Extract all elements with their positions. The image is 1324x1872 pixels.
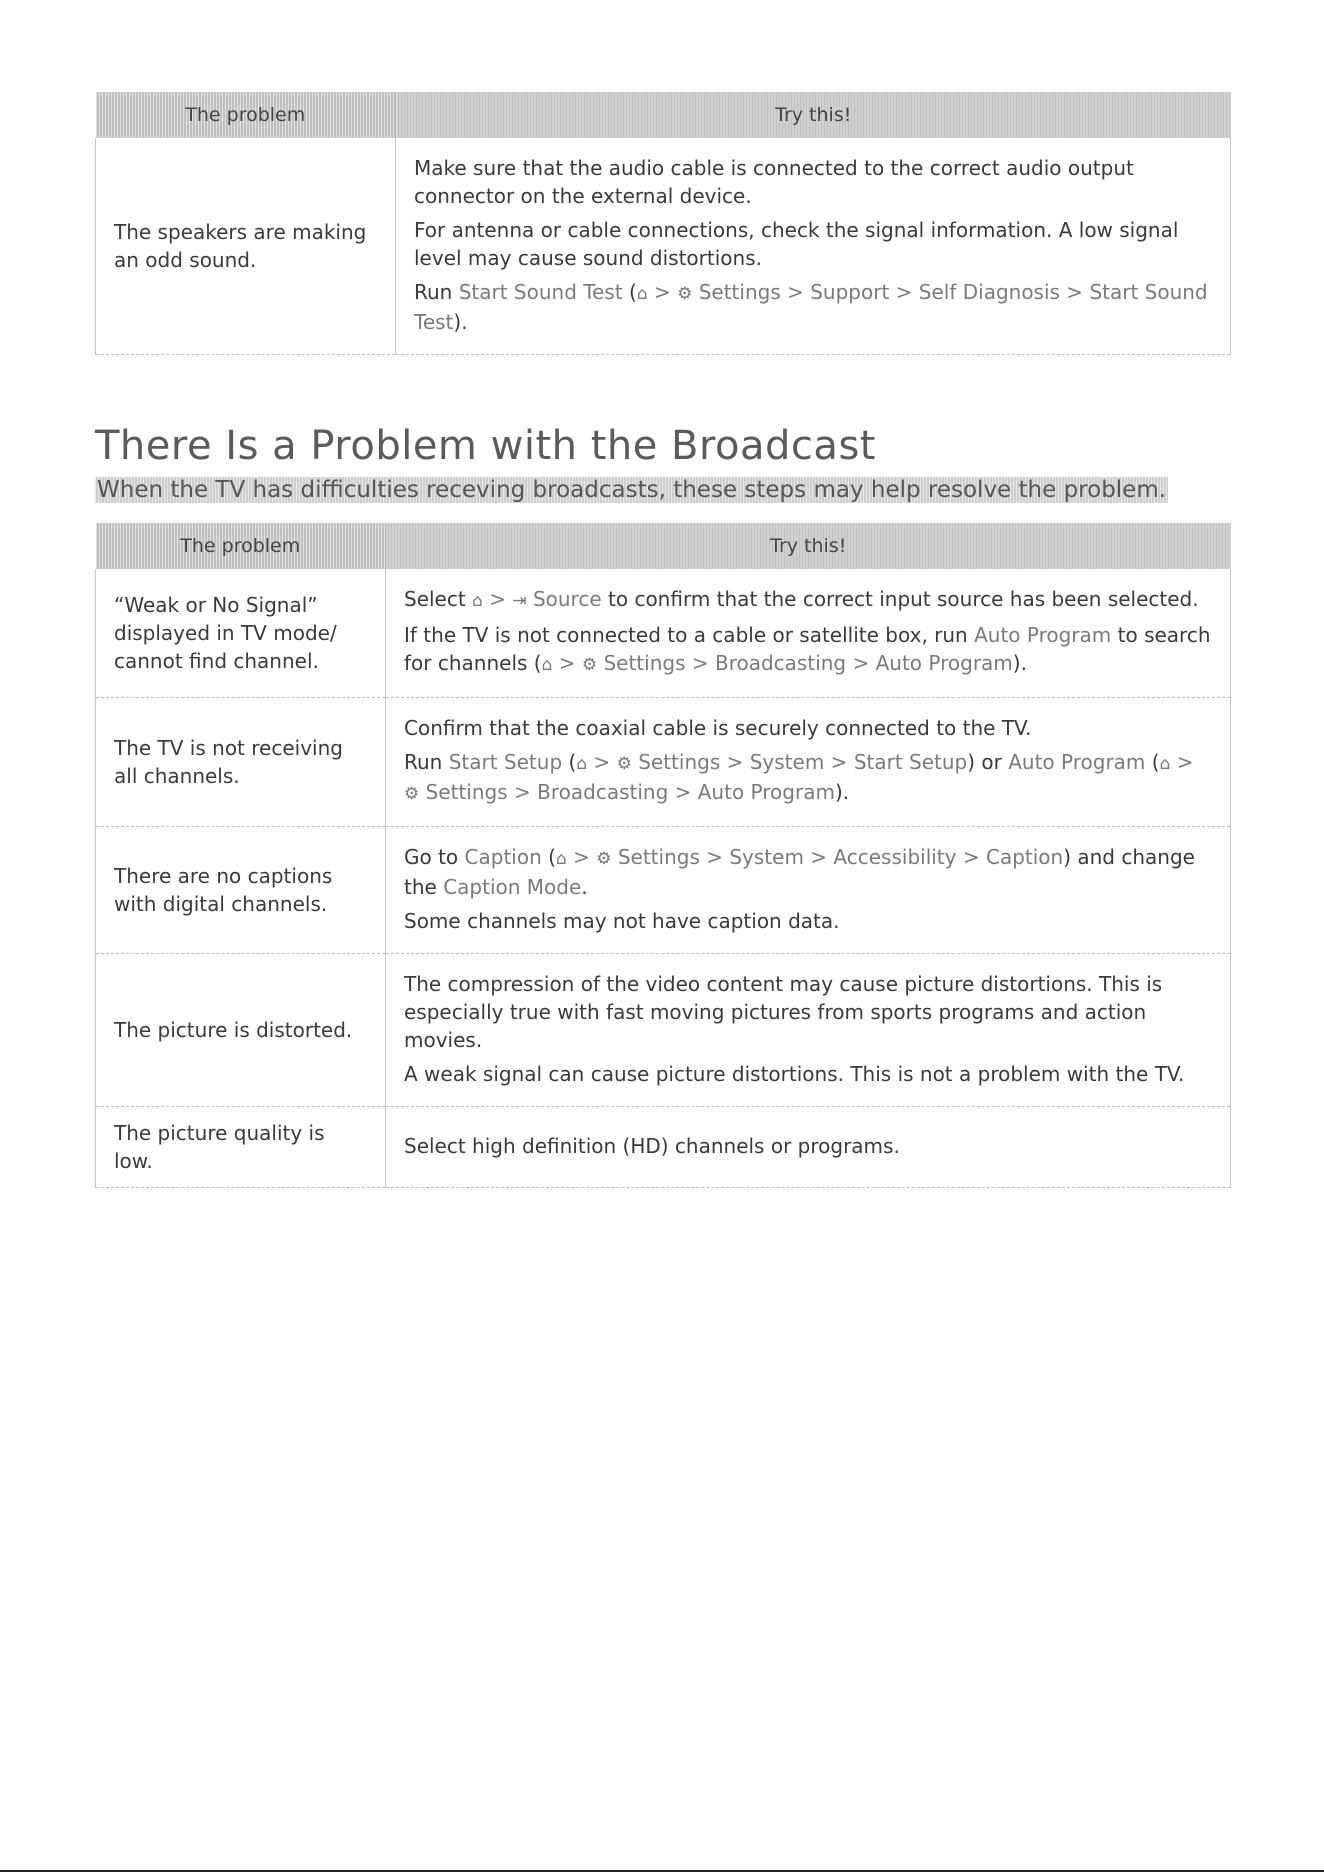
chevron-right-icon: > — [846, 651, 876, 675]
solution-text: For antenna or cable connections, check the signal information. A low signal level may cause sound distortions. — [414, 218, 1179, 270]
problem-cell: The TV is not receiving all channels. — [96, 698, 386, 827]
text: ). — [453, 310, 468, 334]
broadcast-problem-table — [95, 523, 1231, 1188]
try-cell — [386, 827, 1231, 954]
table-row — [96, 954, 1231, 1107]
home-icon: ⌂ — [472, 591, 483, 611]
gear-icon: ⚙ — [404, 784, 420, 804]
home-icon: ⌂ — [1159, 754, 1171, 774]
menu-path-item: Caption — [464, 845, 542, 869]
menu-path-item: Source — [532, 587, 602, 611]
home-icon: ⌂ — [555, 849, 567, 869]
solution-text: Some channels may not have caption data. — [404, 909, 840, 933]
text: to confirm that the correct input source has been selected. — [601, 587, 1199, 611]
problem-cell: The speakers are making an odd sound. — [96, 138, 396, 355]
gear-icon: ⚙ — [677, 284, 693, 304]
menu-path-item: Settings — [425, 780, 508, 804]
text: ( — [622, 280, 637, 304]
text: ( — [1145, 750, 1160, 774]
chevron-right-icon: > — [552, 651, 582, 675]
gear-icon: ⚙ — [581, 655, 598, 675]
menu-path-item: Caption — [985, 845, 1064, 869]
gear-icon: ⚙ — [596, 849, 612, 869]
table-row — [96, 1107, 1231, 1188]
menu-path-item: Start Sound Test — [414, 280, 1208, 334]
menu-path-item: System — [749, 750, 825, 774]
text: Run — [414, 280, 459, 304]
try-cell — [396, 138, 1231, 355]
chevron-right-icon: > — [803, 845, 834, 869]
problem-cell: The picture quality is low. — [96, 1107, 386, 1188]
menu-path-item: Start Sound Test — [458, 280, 623, 304]
text: Select — [404, 587, 473, 611]
header-try-this: Try this! — [396, 92, 1231, 138]
solution-text: Select high definition (HD) channels or programs. — [404, 1134, 900, 1158]
home-icon: ⌂ — [576, 754, 588, 774]
text: ). — [1012, 651, 1027, 675]
solution-text: Make sure that the audio cable is connected to the correct audio output connector on the external device. — [414, 156, 1134, 208]
menu-path-item: Broadcasting — [714, 651, 847, 675]
text: to search for channels ( — [404, 623, 1211, 675]
text: Run — [404, 750, 449, 774]
try-cell — [386, 1107, 1231, 1188]
chevron-right-icon: > — [889, 280, 919, 304]
menu-path-item: System — [729, 845, 804, 869]
text: ) or — [967, 750, 1009, 774]
source-icon: ⇥ — [512, 591, 527, 611]
menu-path-item: Auto Program — [1008, 750, 1146, 774]
try-cell — [386, 698, 1231, 827]
chevron-right-icon: > — [482, 587, 513, 611]
table-row — [96, 827, 1231, 954]
menu-path-item: Self Diagnosis — [918, 280, 1060, 304]
table-header-row — [96, 523, 1231, 569]
text: ( — [562, 750, 577, 774]
chevron-right-icon: > — [720, 750, 750, 774]
table-row — [96, 569, 1231, 698]
chevron-right-icon: > — [587, 750, 617, 774]
chevron-right-icon: > — [699, 845, 730, 869]
text: ) and change the — [404, 845, 1195, 899]
menu-path-item: Settings — [617, 845, 700, 869]
menu-path-item: Auto Program — [875, 651, 1013, 675]
speaker-problem-table — [95, 92, 1231, 355]
solution-text — [404, 621, 1212, 679]
menu-path-item: Auto Program — [697, 780, 835, 804]
home-icon: ⌂ — [541, 655, 553, 675]
chevron-right-icon: > — [1170, 750, 1194, 774]
section-title: There Is a Problem with the Broadcast — [95, 423, 876, 469]
home-icon: ⌂ — [636, 284, 648, 304]
solution-text: Confirm that the coaxial cable is securely connected to the TV. — [404, 716, 1032, 740]
chevron-right-icon: > — [507, 780, 538, 804]
menu-path-item: Start Setup — [853, 750, 968, 774]
header-try-this: Try this! — [386, 523, 1231, 569]
header-problem: The problem — [96, 92, 396, 138]
try-cell — [386, 954, 1231, 1107]
menu-path-item: Settings — [698, 280, 781, 304]
gear-icon: ⚙ — [616, 754, 632, 774]
problem-cell: There are no captions with digital channels. — [96, 827, 386, 954]
text: ( — [541, 845, 556, 869]
menu-path-item: Accessibility — [833, 845, 957, 869]
chevron-right-icon: > — [668, 780, 698, 804]
table-row — [96, 698, 1231, 827]
chevron-right-icon: > — [1059, 280, 1090, 304]
text: Go to — [404, 845, 465, 869]
table-header-row — [96, 92, 1231, 138]
menu-path-item: Settings — [638, 750, 721, 774]
chevron-right-icon: > — [685, 651, 715, 675]
menu-path-item: Broadcasting — [537, 780, 669, 804]
solution-text — [404, 585, 1212, 615]
solution-text — [404, 748, 1212, 808]
menu-path-item: Support — [810, 280, 890, 304]
chevron-right-icon: > — [956, 845, 986, 869]
menu-path-item: Start Setup — [448, 750, 563, 774]
chevron-right-icon: > — [647, 280, 678, 304]
chevron-right-icon: > — [824, 750, 854, 774]
menu-path-item: Settings — [603, 651, 686, 675]
text: . — [581, 875, 588, 899]
table-row — [96, 138, 1231, 355]
problem-cell: “Weak or No Signal” displayed in TV mode/ cannot find channel. — [96, 569, 386, 698]
solution-text: A weak signal can cause picture distortions. This is not a problem with the TV. — [404, 1062, 1185, 1086]
try-cell — [386, 569, 1231, 698]
menu-path-item: Auto Program — [974, 623, 1112, 647]
text: If the TV is not connected to a cable or satellite box, run — [404, 623, 975, 647]
text: ). — [834, 780, 850, 804]
chevron-right-icon: > — [566, 845, 597, 869]
solution-text: The compression of the video content may cause picture distortions. This is especially true with fast moving pictures from sports programs and action movies. — [404, 972, 1163, 1052]
solution-text — [404, 843, 1212, 901]
solution-text — [414, 278, 1212, 336]
header-problem: The problem — [96, 523, 386, 569]
problem-cell: The picture is distorted. — [96, 954, 386, 1107]
menu-path-item: Caption Mode — [443, 875, 582, 899]
chevron-right-icon: > — [780, 280, 811, 304]
section-subtitle: When the TV has difficulties receving broadcasts, these steps may help resolve the problem. — [97, 477, 1167, 503]
